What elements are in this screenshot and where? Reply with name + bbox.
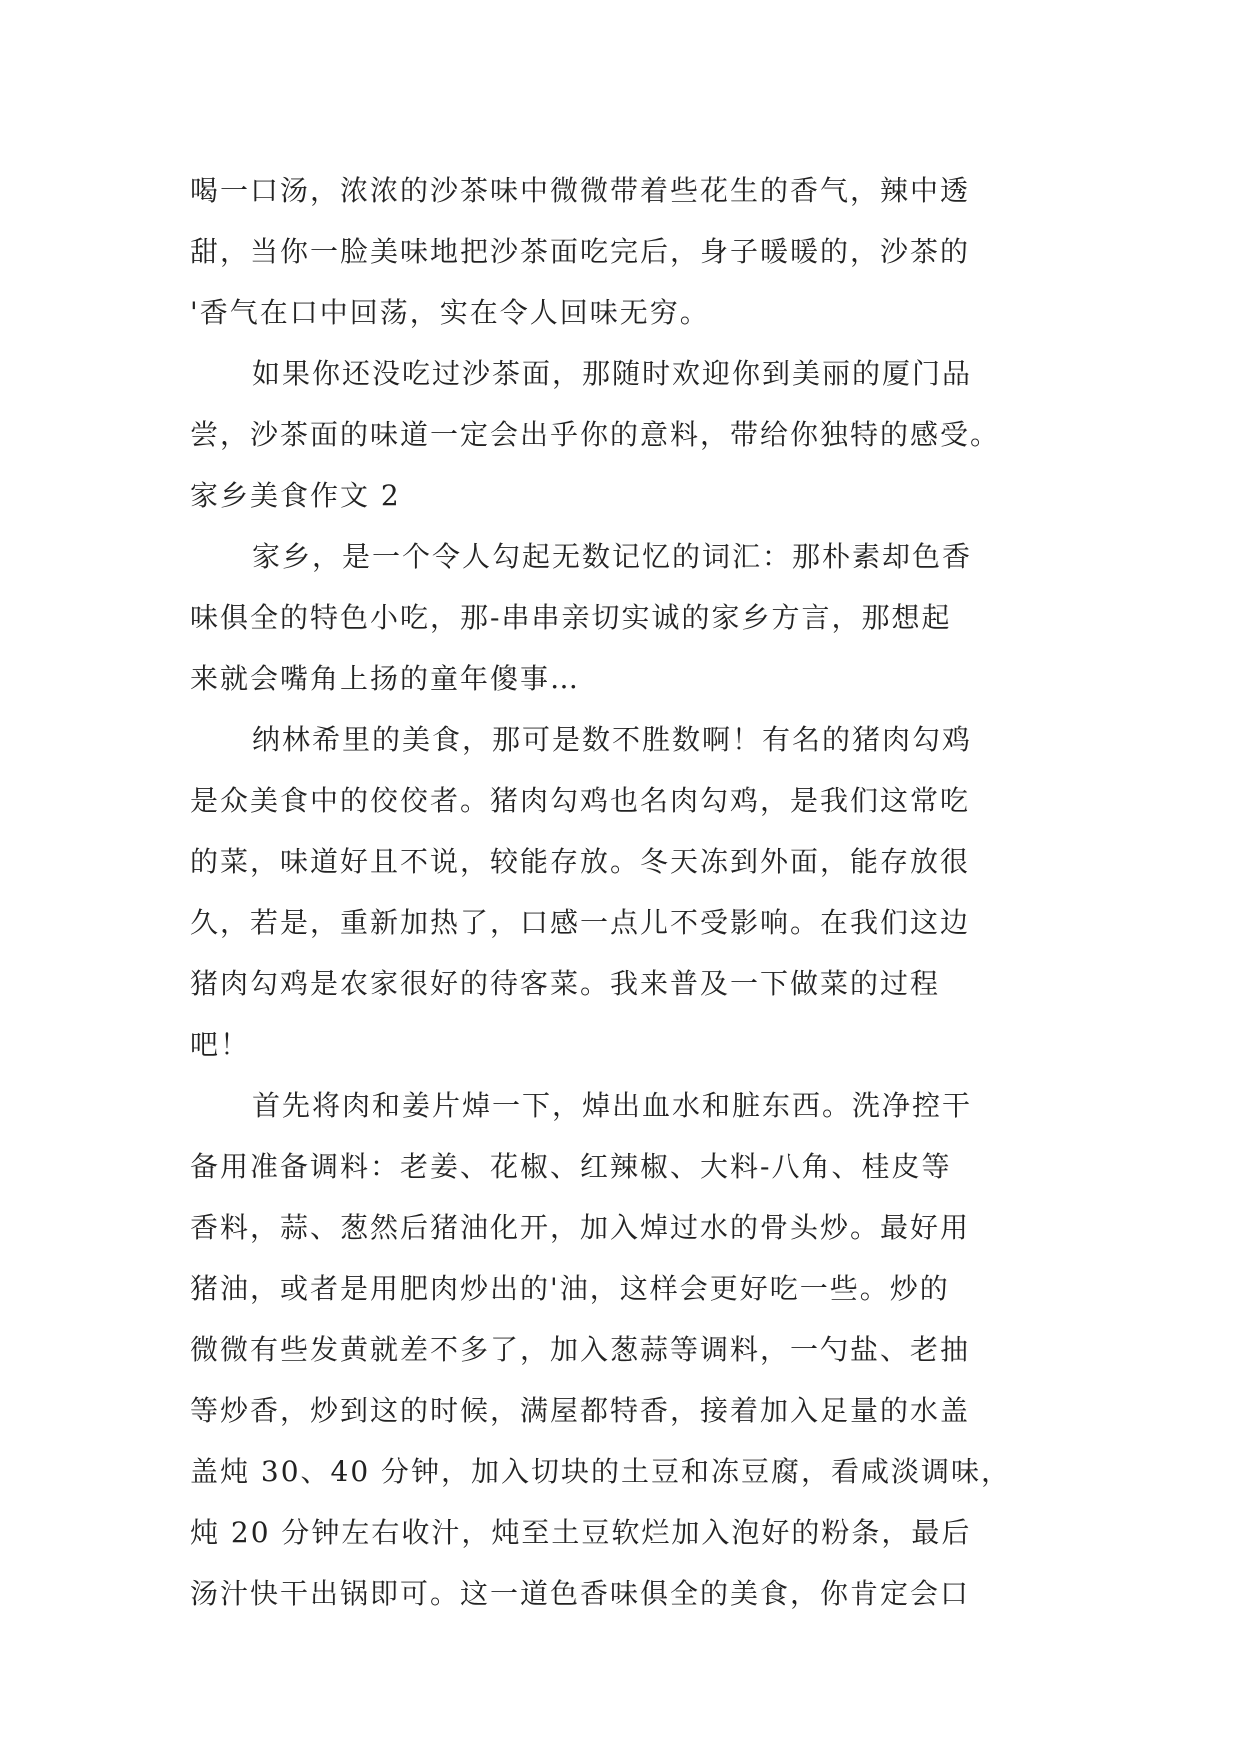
text-line: 猪肉勾鸡是农家很好的待客菜。我来普及一下做菜的过程 [190,967,941,1000]
text-line: 猪油，或者是用肥肉炒出的'油，这样会更好吃一些。炒的 [190,1272,950,1305]
text-line: 家乡，是一个令人勾起无数记忆的词汇：那朴素却色香 [252,540,973,573]
text-line: 吧！ [190,1028,251,1061]
text-line: 来就会嘴角上扬的童年傻事… [190,662,581,695]
text-line: 久，若是，重新加热了，口感一点儿不受影响。在我们这边 [190,906,971,939]
text-line: 首先将肉和姜片焯一下，焯出血水和脏东西。洗净控干 [252,1089,973,1122]
text-line: 炖 20 分钟左右收汁，炖至土豆软烂加入泡好的粉条，最后 [190,1516,972,1549]
text-line: 甜，当你一脸美味地把沙茶面吃完后，身子暖暖的，沙茶的 [190,235,971,268]
section-heading: 家乡美食作文 2 [190,479,401,512]
text-line: 等炒香，炒到这的时候，满屋都特香，接着加入足量的水盖 [190,1394,971,1427]
text-line: 的菜，味道好且不说，较能存放。冬天冻到外面，能存放很 [190,845,971,878]
text-line: 备用准备调料：老姜、花椒、红辣椒、大料-八角、桂皮等 [190,1150,952,1183]
text-line: 味俱全的特色小吃，那-串串亲切实诚的家乡方言，那想起 [190,601,952,634]
text-line: 香料，蒜、葱然后猪油化开，加入焯过水的骨头炒。最好用 [190,1211,971,1244]
text-line: 纳林希里的美食，那可是数不胜数啊！有名的猪肉勾鸡 [252,723,973,756]
text-line: 是众美食中的佼佼者。猪肉勾鸡也名肉勾鸡，是我们这常吃 [190,784,971,817]
text-line: '香气在口中回荡，实在令人回味无穷。 [190,296,710,329]
text-line: 盖炖 30、40 分钟，加入切块的土豆和冻豆腐，看咸淡调味， [190,1455,1012,1488]
text-line: 汤汁快干出锅即可。这一道色香味俱全的美食，你肯定会口 [190,1577,971,1610]
text-line: 尝，沙茶面的味道一定会出乎你的意料，带给你独特的感受。 [190,418,1001,451]
text-line: 喝一口汤，浓浓的沙茶味中微微带着些花生的香气，辣中透 [190,174,971,207]
text-line: 微微有些发黄就差不多了，加入葱蒜等调料，一勺盐、老抽 [190,1333,971,1366]
text-line: 如果你还没吃过沙茶面，那随时欢迎你到美丽的厦门品 [252,357,973,390]
article-body [190,160,1050,1624]
